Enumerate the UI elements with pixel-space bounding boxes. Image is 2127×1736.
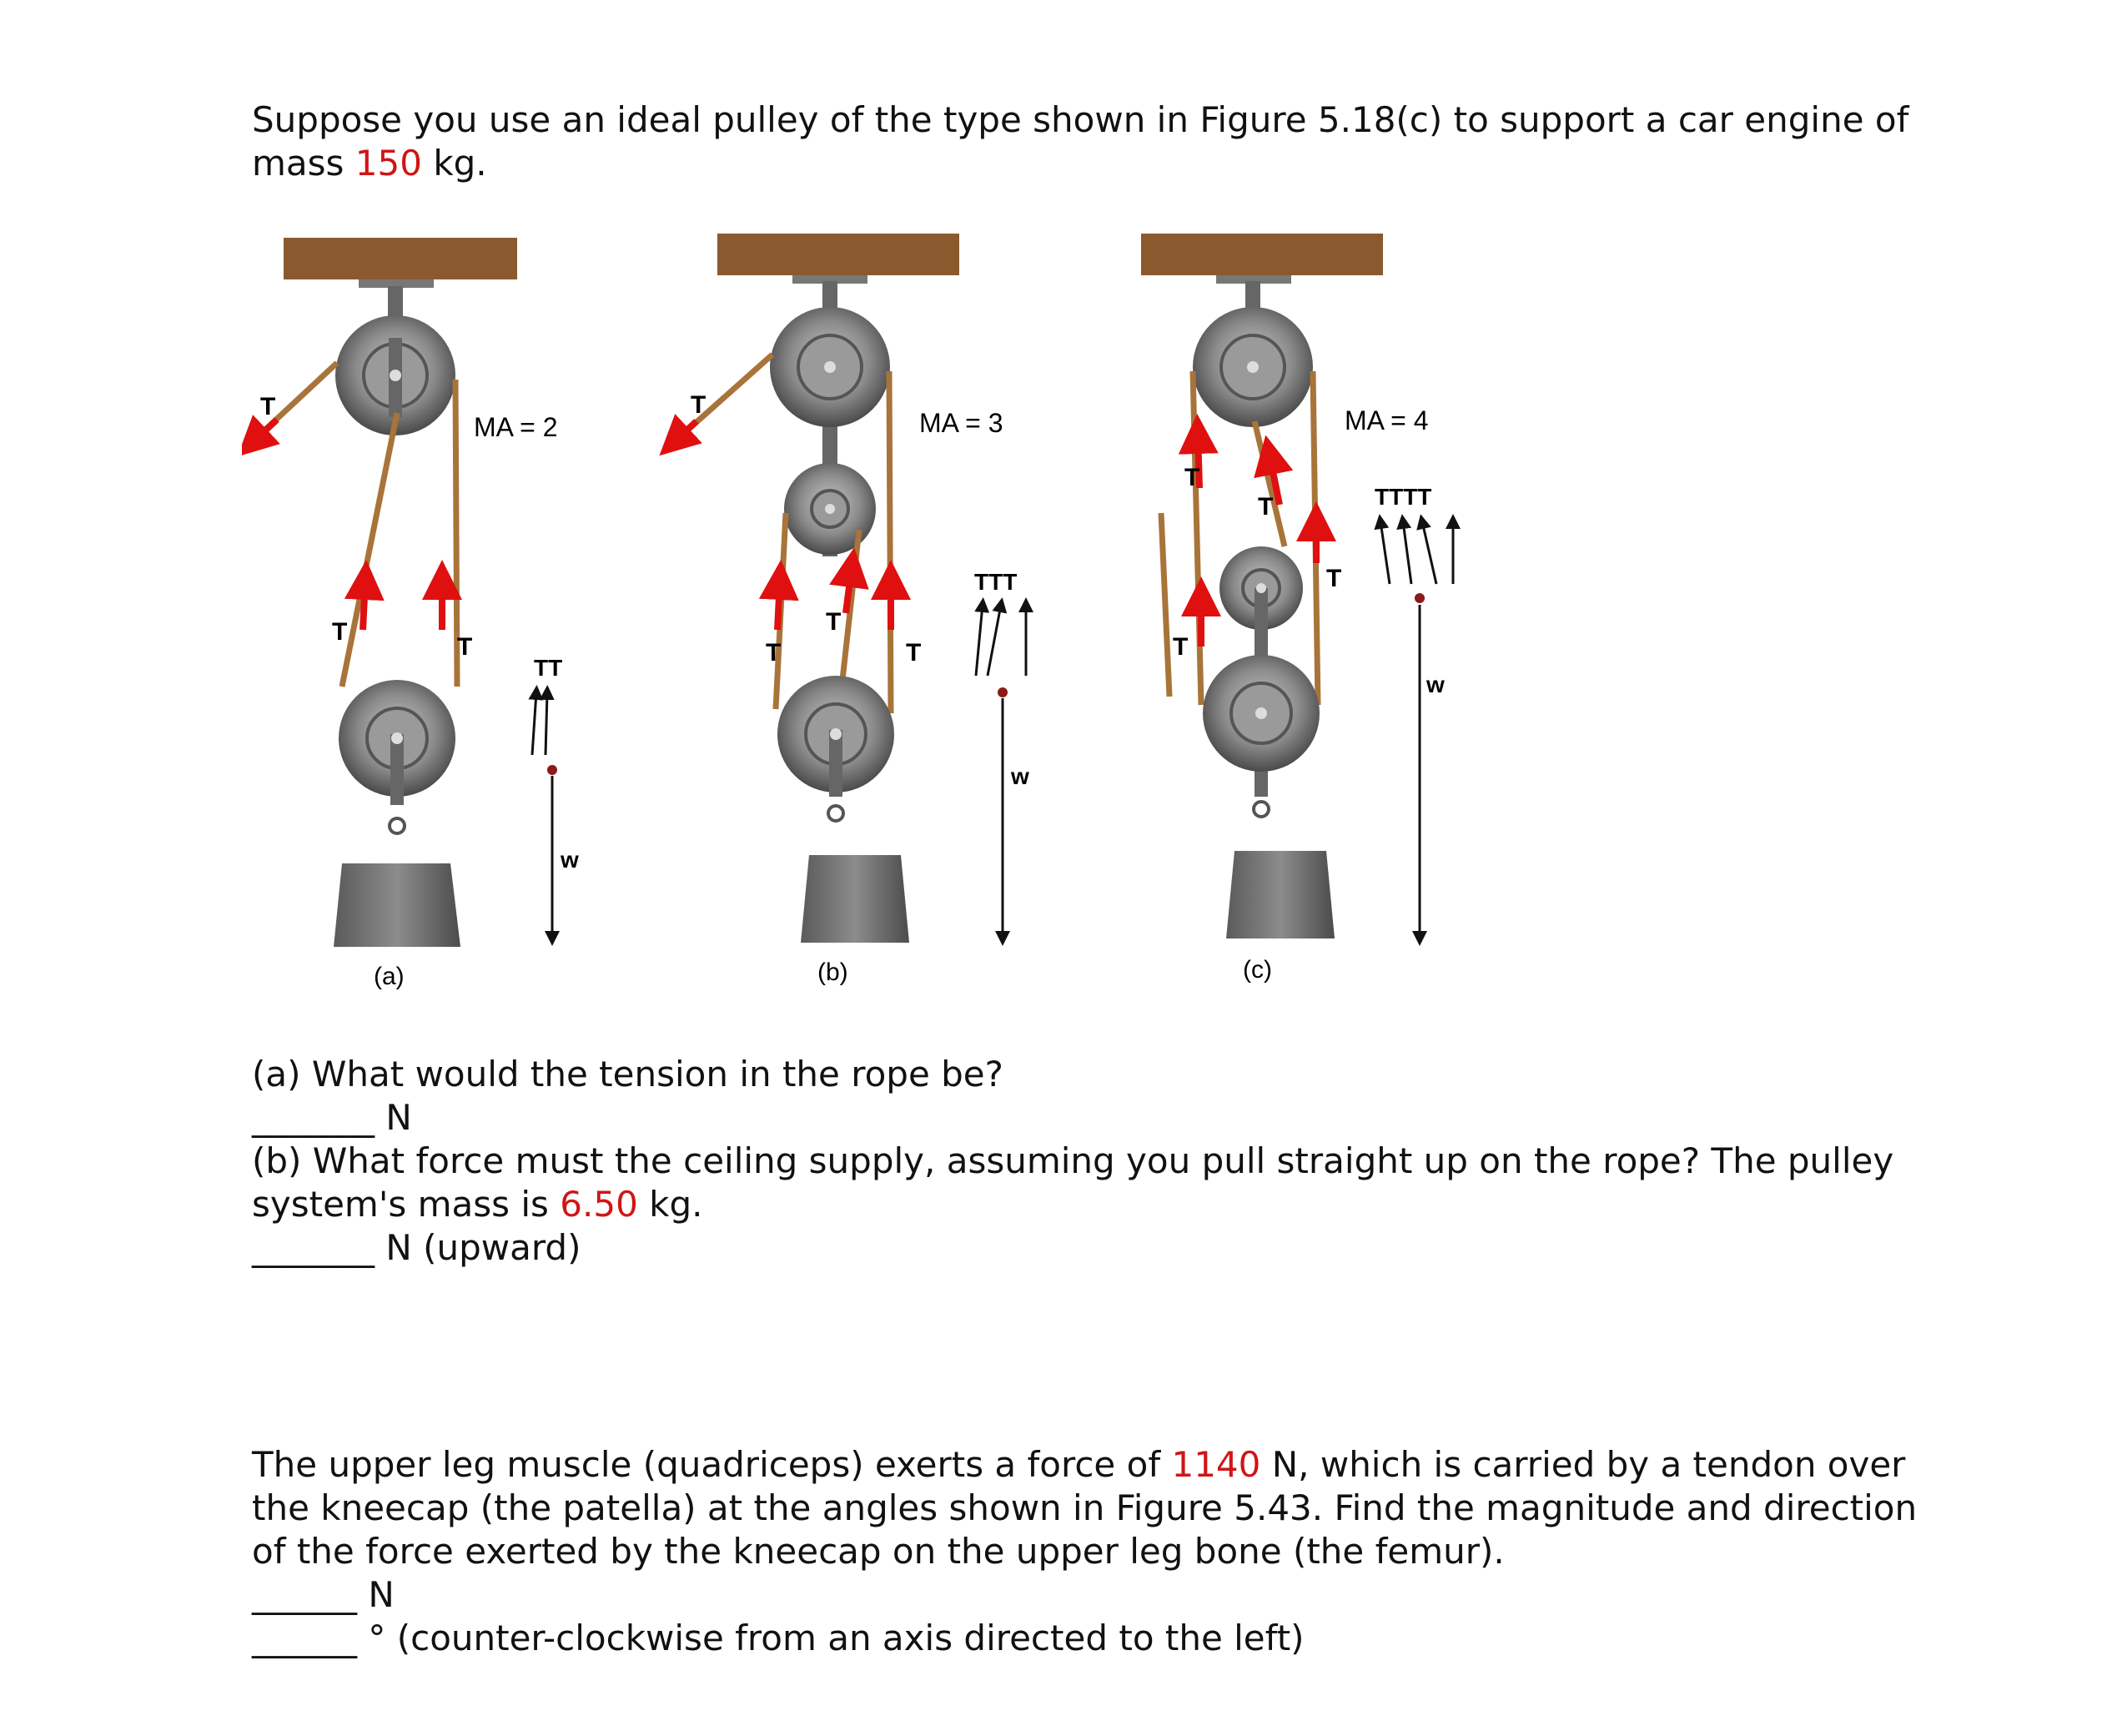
pulley-mass-value: 6.50	[560, 1184, 638, 1225]
svg-text:T: T	[1258, 493, 1274, 521]
question-a: (a) What would the tension in the rope be?	[252, 1054, 1003, 1094]
pulley-figure	[242, 213, 1493, 1001]
answer-b-input[interactable]: _______	[252, 1227, 375, 1268]
problem1-questions	[252, 1053, 1920, 1270]
question-b-line2: system's mass is 6.50 kg.	[252, 1184, 703, 1225]
ma-label-a: MA = 2	[474, 412, 558, 442]
tension-arrow-a1	[252, 420, 277, 443]
ceiling-a	[284, 238, 517, 279]
intro-line1: Suppose you use an ideal pulley of the type shown in Figure 5.18(c) to support a car engine of	[252, 99, 1909, 140]
answer-direction-row: ______ ° (counter-clockwise from an axis directed to the left)	[252, 1618, 1305, 1658]
answer-magnitude-input[interactable]: ______	[252, 1574, 357, 1615]
svg-text:w: w	[561, 847, 579, 873]
svg-text:T: T	[906, 639, 922, 667]
svg-text:T: T	[766, 639, 782, 667]
panel-b	[674, 234, 1029, 986]
answer-b-row: _______ N (upward)	[252, 1227, 581, 1268]
caption-c: (c)	[1243, 956, 1272, 984]
problem2-line2: the kneecap (the patella) at the angles shown in Figure 5.43. Find the magnitude and direction	[252, 1487, 1918, 1528]
weight-a	[334, 863, 460, 947]
answer-a-row: _______ N	[252, 1097, 412, 1138]
problem1-intro	[252, 98, 1920, 185]
answer-a-input[interactable]: _______	[252, 1097, 375, 1138]
caption-b: (b)	[817, 959, 848, 986]
svg-text:TTT: TTT	[974, 569, 1018, 595]
svg-text:T: T	[826, 608, 842, 636]
svg-text:TT: TT	[534, 655, 563, 681]
svg-text:T: T	[457, 633, 473, 661]
weight-c	[1226, 851, 1335, 938]
svg-text:T: T	[260, 393, 276, 420]
svg-text:T: T	[1173, 633, 1189, 661]
svg-text:T: T	[1184, 464, 1200, 491]
svg-text:TTTT: TTTT	[1375, 484, 1432, 510]
ma-label-b: MA = 3	[919, 408, 1003, 438]
ma-label-c: MA = 4	[1345, 405, 1429, 435]
svg-text:w: w	[1011, 763, 1029, 789]
caption-a: (a)	[374, 963, 405, 990]
svg-text:T: T	[691, 391, 706, 419]
panel-a	[252, 238, 579, 990]
ceiling-b	[717, 234, 959, 275]
answer-magnitude-row: ______ N	[252, 1574, 395, 1615]
question-b: (b) What force must the ceiling supply, assuming you pull straight up on the rope? The pulley	[252, 1140, 1894, 1181]
svg-text:w: w	[1426, 672, 1445, 697]
mass-value: 150	[354, 143, 422, 184]
problem2-line1: The upper leg muscle (quadriceps) exerts a force of 1140 N, which is carried by a tendon over	[252, 1444, 1906, 1485]
panel-c	[1141, 234, 1453, 984]
ceiling-c	[1141, 234, 1383, 275]
svg-text:T: T	[1326, 565, 1342, 592]
force-value: 1140	[1171, 1444, 1261, 1485]
problem2	[252, 1443, 1920, 1660]
problem2-line3: of the force exerted by the kneecap on the upper leg bone (the femur).	[252, 1531, 1505, 1572]
intro-line2: mass 150 kg.	[252, 143, 487, 184]
svg-text:T: T	[332, 618, 348, 646]
weight-b	[801, 855, 909, 943]
answer-direction-input[interactable]: ______	[252, 1618, 357, 1658]
